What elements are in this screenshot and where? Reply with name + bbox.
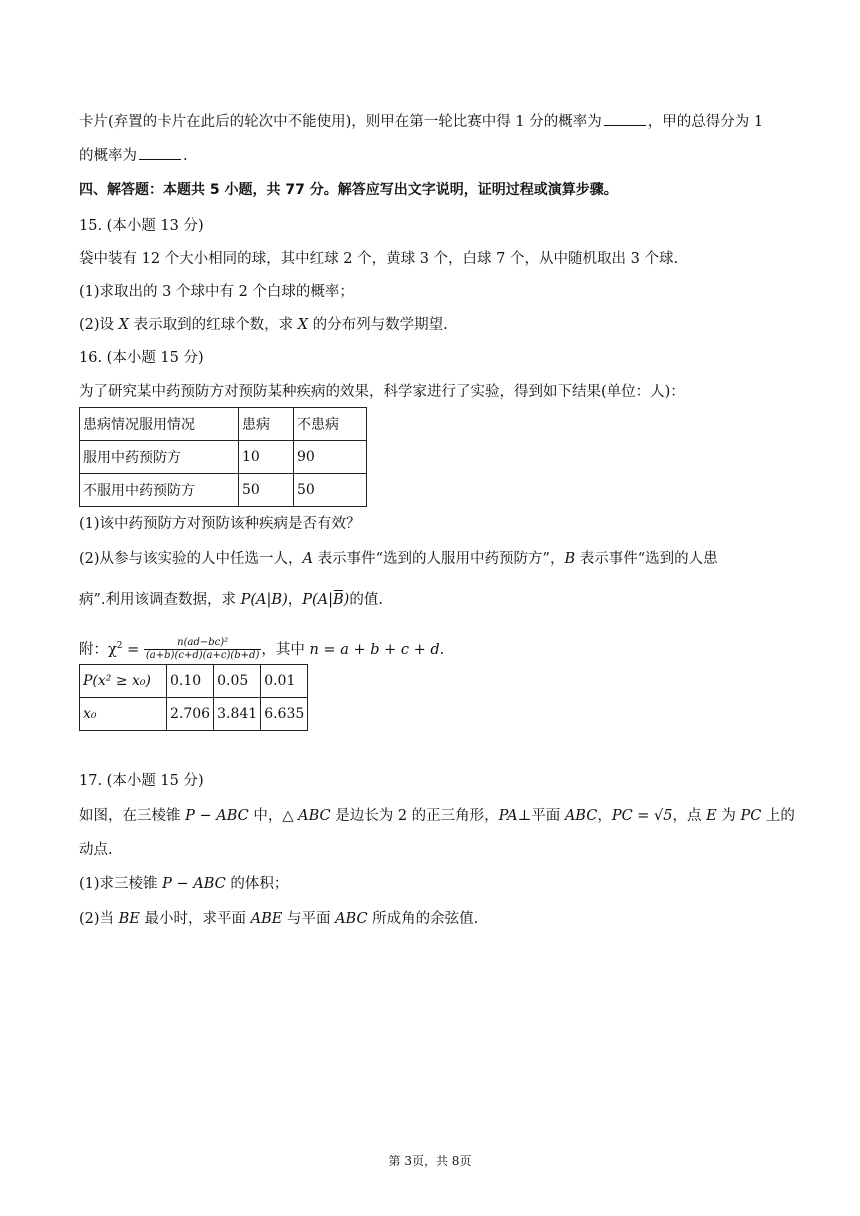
table-cell: 0.01 bbox=[261, 665, 308, 698]
table-cell: 50 bbox=[239, 474, 294, 507]
table-cell: 0.05 bbox=[214, 665, 261, 698]
section-heading: 四、解答题：本题共 5 小题，共 77 分。解答应写出文字说明，证明过程或演算步骤。 bbox=[79, 182, 618, 198]
table-cell: 50 bbox=[294, 474, 367, 507]
table-cell: 10 bbox=[239, 441, 294, 474]
table-row bbox=[80, 474, 367, 507]
table-cell: x₀ bbox=[80, 698, 167, 731]
question-15-part-2: (2)设 X 表示取到的红球个数，求 X 的分布列与数学期望. bbox=[79, 317, 448, 333]
table-cell: 患病 bbox=[239, 408, 294, 441]
question-15-part-1: (1)求取出的 3 个球中有 2 个白球的概率； bbox=[79, 284, 354, 300]
chi-square-fraction: $\frac{\text{n(ad−bc)²}}{(a+b)(c+d)(a+c)(b+d)}$ bbox=[145, 637, 260, 662]
continued-text-line-2: 的概率为 . bbox=[79, 148, 188, 164]
table-row bbox=[80, 408, 367, 441]
question-16-header: 16. (本小题 15 分) bbox=[79, 350, 204, 366]
critical-value-table bbox=[79, 664, 308, 731]
question-16-stem: 为了研究某中药预防方对预防某种疾病的效果，科学家进行了实验，得到如下结果(单位：人)： bbox=[79, 384, 685, 400]
question-17-part-2: (2)当 BE 最小时，求平面 ABE 与平面 ABC 所成角的余弦值. bbox=[79, 911, 479, 927]
continued-text-line: 卡片(弃置的卡片在此后的轮次中不能使用)，则甲在第一轮比赛中得 1 分的概率为 ，甲的总得分为 1 bbox=[79, 114, 764, 130]
table-cell: 3.841 bbox=[214, 698, 261, 731]
table-row bbox=[80, 665, 308, 698]
table-cell: 患病情况服用情况 bbox=[80, 408, 239, 441]
question-17-stem: 如图，在三棱锥 P − ABC 中，△ ABC 是边长为 2 的正三角形，PA⊥平面 ABC，PC = √5，点 E 为 PC 上的 bbox=[79, 808, 795, 824]
table-cell: P(x² ≥ x₀) bbox=[80, 665, 167, 698]
question-15-stem: 袋中装有 12 个大小相同的球，其中红球 2 个，黄球 3 个，白球 7 个，从中随机取出 3 个球. bbox=[79, 251, 679, 267]
question-17-part-1: (1)求三棱锥 P − ABC 的体积； bbox=[79, 876, 289, 892]
table-row bbox=[80, 698, 308, 731]
table-cell: 服用中药预防方 bbox=[80, 441, 239, 474]
survey-table bbox=[79, 407, 367, 507]
table-cell: 90 bbox=[294, 441, 367, 474]
question-15-header: 15. (本小题 13 分) bbox=[79, 218, 204, 234]
table-cell: 不患病 bbox=[294, 408, 367, 441]
table-cell: 0.10 bbox=[167, 665, 214, 698]
table-cell: 不服用中药预防方 bbox=[80, 474, 239, 507]
b-complement: B bbox=[333, 592, 344, 608]
appendix-formula: 附：$\chi^2$ = $\frac{\text{n(ad−bc)²}}{(a+b)(c+d)(a+c)(b+d)}$ ，其中 n = a + b + c + d. bbox=[79, 637, 445, 662]
question-17-stem-cont: 动点. bbox=[79, 842, 113, 858]
question-16-part-1: (1)该中药预防方对预防该种疾病是否有效？ bbox=[79, 516, 361, 532]
answer-blank[interactable] bbox=[604, 113, 646, 126]
table-cell: 2.706 bbox=[167, 698, 214, 731]
answer-blank-2[interactable] bbox=[139, 147, 181, 160]
question-17-header: 17. (本小题 15 分) bbox=[79, 773, 204, 789]
table-cell: 6.635 bbox=[261, 698, 308, 731]
page-footer: 第 3页，共 8页 bbox=[388, 1154, 472, 1168]
question-16-part-2: (2)从参与该实验的人中任选一人，A 表示事件“选到的人服用中药预防方”，B 表示事件“选到的人患 bbox=[79, 551, 718, 567]
question-16-part-2-cont: 病”.利用该调查数据，求 P(A|B)，P(A|B)的值. bbox=[79, 592, 383, 608]
table-row bbox=[80, 441, 367, 474]
